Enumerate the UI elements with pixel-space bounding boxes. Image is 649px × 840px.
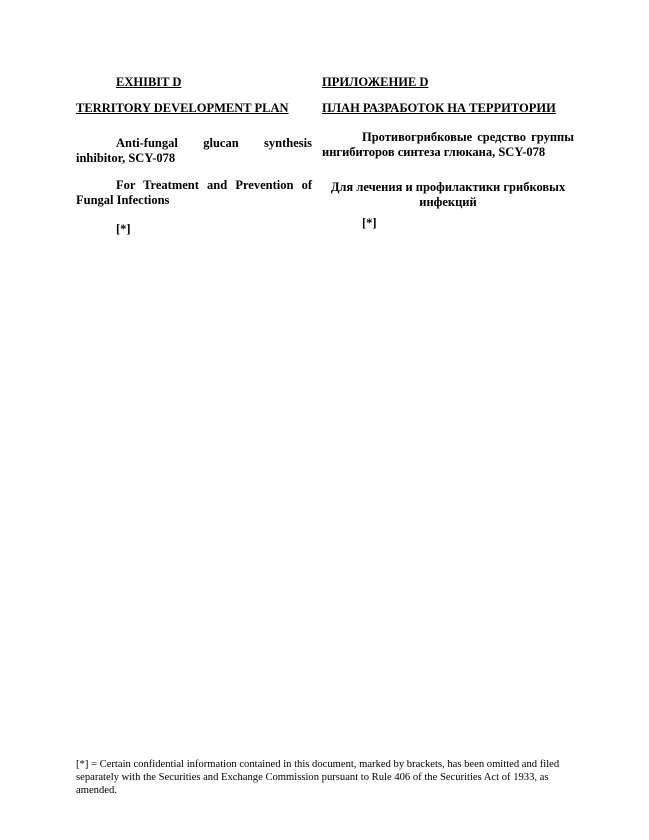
redaction-mark: [*]	[116, 222, 131, 236]
english-column	[76, 74, 312, 236]
product-description: Anti-fungal glucan synthesis inhibitor, SCY-078	[76, 136, 312, 165]
russian-column	[322, 74, 574, 230]
purpose-description: For Treatment and Prevention of Fungal Infections	[76, 178, 312, 207]
section-title: TERRITORY DEVELOPMENT PLAN	[76, 101, 289, 115]
exhibit-label: ПРИЛОЖЕНИЕ D	[322, 75, 429, 89]
exhibit-label: EXHIBIT D	[116, 75, 182, 89]
confidentiality-footnote: [*] = Certain confidential information contained in this document, marked by brackets, has been omitted and filed separately with the Securities and Exchange Commission pursuant to Rule 406 of the Securities Act of 1933, as amended.	[76, 759, 560, 796]
section-title: ПЛАН РАЗРАБОТОК НА ТЕРРИТОРИИ	[322, 101, 556, 115]
product-description: Противогрибковые средство группы ингибиторов синтеза глюкана, SCY-078	[322, 130, 574, 159]
redaction-mark: [*]	[362, 216, 377, 230]
purpose-description: Для лечения и профилактики грибковых инфекций	[330, 180, 566, 209]
